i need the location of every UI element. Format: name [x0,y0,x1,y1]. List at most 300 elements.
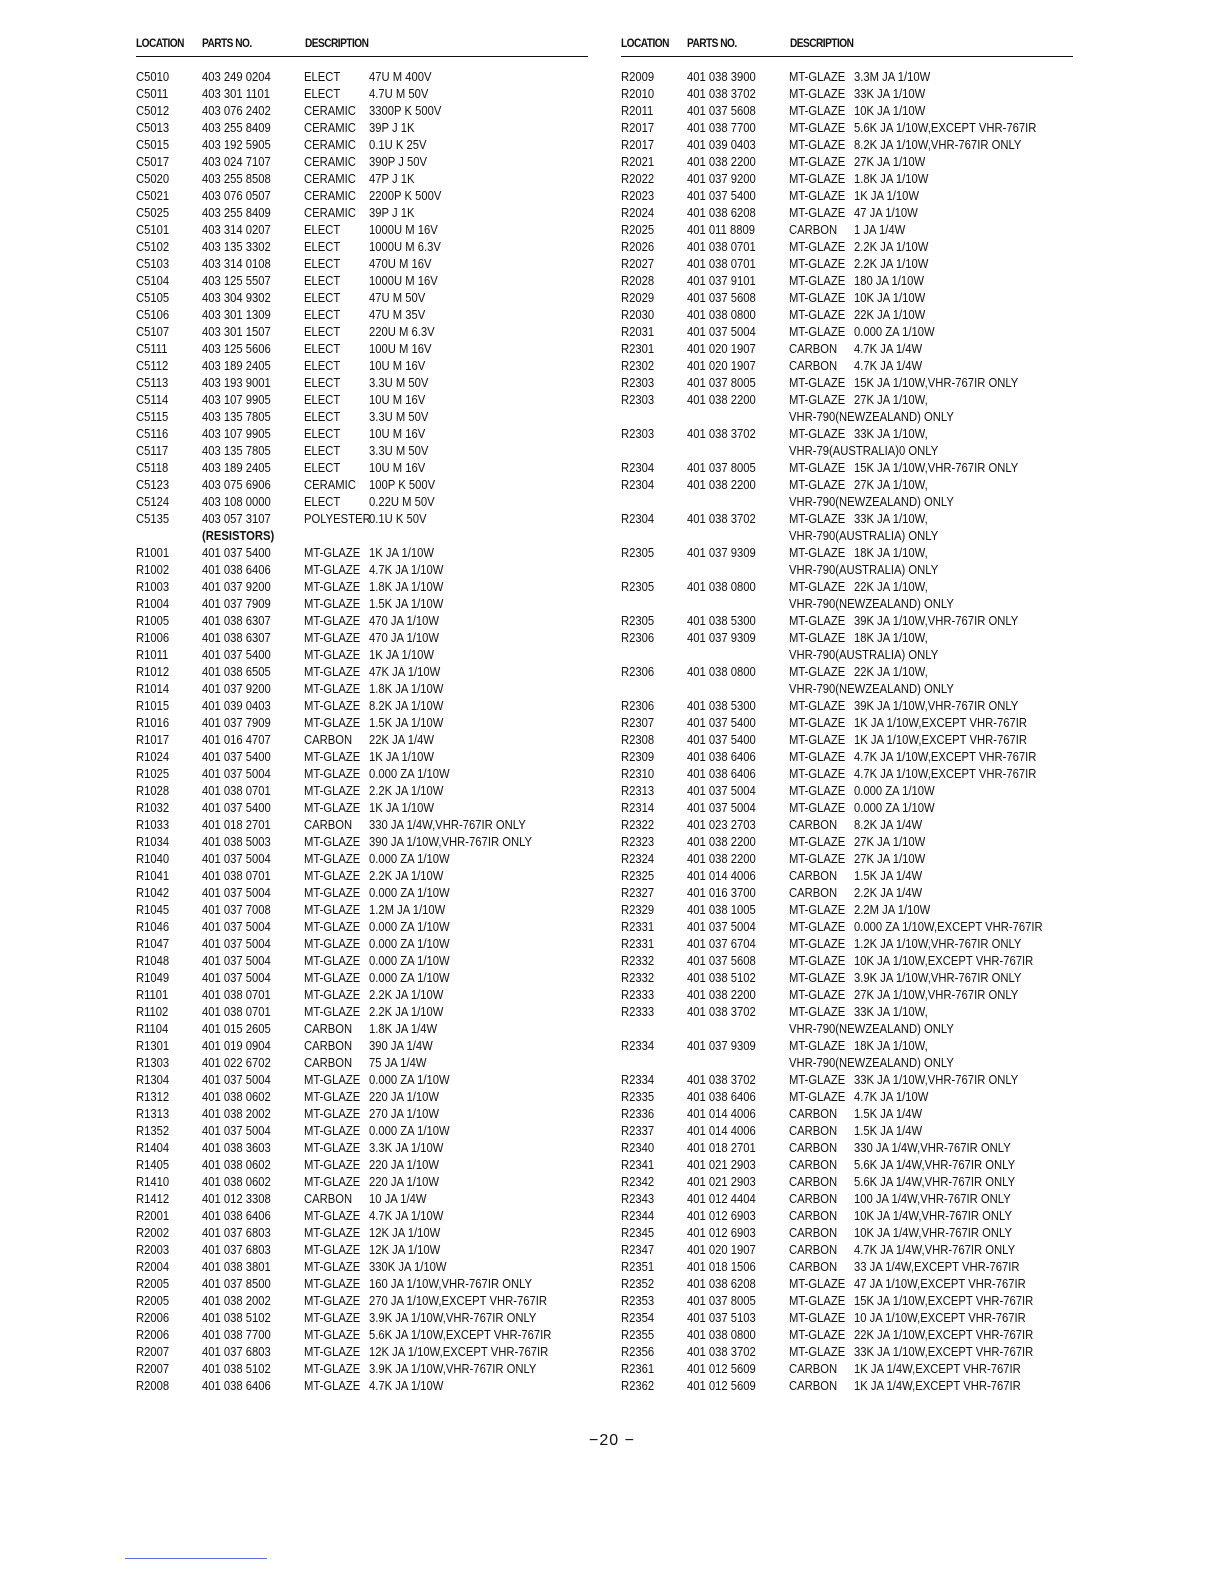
parts-no-cell: 401 021 2903 [687,1175,756,1189]
description-value-cell: 2.2K JA 1/10W [854,240,929,254]
parts-no-cell: 403 075 6906 [202,478,271,492]
table-row [136,613,588,630]
description-type-cell: MT-GLAZE [304,767,361,781]
parts-no-cell: 401 038 0701 [202,988,271,1002]
location-cell: C5111 [136,342,168,356]
location-cell: C5020 [136,172,170,186]
parts-no-cell: 401 037 7909 [202,597,271,611]
location-cell: R2031 [621,325,655,339]
parts-no-cell: 401 037 5400 [687,189,756,203]
location-cell: C5115 [136,410,169,424]
description-value-cell: 5.6K JA 1/4W,VHR-767IR ONLY [854,1175,1016,1189]
parts-no-cell: 401 038 0800 [687,308,756,322]
location-cell: R2306 [621,665,655,679]
location-cell: C5102 [136,240,170,254]
parts-no-cell: 403 057 3107 [202,512,271,526]
table-row [136,1361,588,1378]
description-type-cell: CARBON [789,1379,838,1393]
description-type-cell: MT-GLAZE [789,478,846,492]
parts-no-cell: 403 255 8409 [202,206,271,220]
description-type-cell: MT-GLAZE [304,614,361,628]
description-type-cell: MT-GLAZE [789,614,846,628]
continuation-row [621,596,1073,613]
description-value-cell: 4.7K JA 1/4W [854,359,923,373]
location-cell: R1001 [136,546,170,560]
description-type-cell: MT-GLAZE [789,274,846,288]
description-type-cell: MT-GLAZE [789,155,846,169]
parts-no-cell: 401 038 3702 [687,87,756,101]
location-cell: R2010 [621,87,655,101]
description-type-cell: ELECT [304,410,341,424]
description-type-cell: CARBON [789,342,838,356]
location-cell: R1046 [136,920,170,934]
description-value-cell: 27K JA 1/10W, [854,393,928,407]
description-type-cell: MT-GLAZE [304,784,361,798]
description-value-cell: 470 JA 1/10W [369,614,440,628]
table-row [621,919,1073,936]
table-row [136,324,588,341]
description-type-cell: MT-GLAZE [304,1158,361,1172]
description-type-cell: MT-GLAZE [304,971,361,985]
description-type-cell: MT-GLAZE [789,461,846,475]
parts-no-cell: 401 038 7700 [687,121,756,135]
description-type-cell: MT-GLAZE [304,886,361,900]
table-row [621,766,1073,783]
description-type-cell: MT-GLAZE [304,1090,361,1104]
description-type-cell: MT-GLAZE [789,699,846,713]
parts-no-cell: 401 038 6406 [687,767,756,781]
table-row [621,885,1073,902]
parts-no-cell: 401 020 1907 [687,359,756,373]
parts-no-cell: 401 038 2002 [202,1107,271,1121]
location-cell: R2304 [621,461,655,475]
description-type-cell: MT-GLAZE [789,580,846,594]
parts-no-cell: 401 038 2200 [687,155,756,169]
table-row [621,460,1073,477]
parts-no-cell: 401 038 0602 [202,1158,271,1172]
description-value-cell: 10U M 16V [369,427,426,441]
location-cell: R1412 [136,1192,170,1206]
parts-no-cell: 401 023 2703 [687,818,756,832]
parts-no-cell: 401 018 2701 [687,1141,756,1155]
table-row [621,953,1073,970]
description-value-cell: 470 JA 1/10W [369,631,440,645]
parts-no-cell: 401 038 3603 [202,1141,271,1155]
description-value-cell: 39K JA 1/10W,VHR-767IR ONLY [854,699,1019,713]
location-cell: C5113 [136,376,169,390]
description-value-cell: 390P J 50V [369,155,427,169]
parts-no-cell: 401 037 9309 [687,546,756,560]
description-type-cell: MT-GLAZE [789,852,846,866]
parts-no-cell: 401 037 5004 [202,1124,271,1138]
location-cell: R1101 [136,988,169,1002]
description-type-cell: CARBON [789,886,838,900]
table-row [621,154,1073,171]
description-type-cell: MT-GLAZE [304,1141,361,1155]
location-cell: R2353 [621,1294,655,1308]
table-row [621,1378,1073,1395]
parts-no-cell: 401 038 0602 [202,1090,271,1104]
description-type-cell: CARBON [789,869,838,883]
continuation-row [621,647,1073,664]
description-type-cell: MT-GLAZE [789,257,846,271]
description-type-cell: MT-GLAZE [789,172,846,186]
location-cell: R1003 [136,580,170,594]
description-value-cell: 1.5K JA 1/4W [854,1124,923,1138]
description-value-cell: 3.3M JA 1/10W [854,70,931,84]
parts-no-cell: 401 037 7008 [202,903,271,917]
table-row [136,1327,588,1344]
location-cell: R2323 [621,835,655,849]
description-value-cell: 1K JA 1/4W,EXCEPT VHR-767IR [854,1379,1021,1393]
description-value-cell: 0.000 ZA 1/10W [854,325,935,339]
parts-no-cell: 401 012 5609 [687,1362,756,1376]
location-cell: C5116 [136,427,169,441]
description-value-cell: 27K JA 1/10W [854,852,926,866]
description-type-cell: ELECT [304,427,341,441]
description-value-cell: 3.9K JA 1/10W,VHR-767IR ONLY [854,971,1022,985]
table-row [621,69,1073,86]
description-type-cell: MT-GLAZE [304,1277,361,1291]
location-cell: R2343 [621,1192,655,1206]
table-row [136,69,588,86]
description-value-cell: 0.000 ZA 1/10W [854,801,935,815]
description-value-cell: 47P J 1K [369,172,415,186]
location-cell: R2329 [621,903,655,917]
description-value-cell: 1000U M 6.3V [369,240,441,254]
description-type-cell: MT-GLAZE [304,563,361,577]
description-type-cell: MT-GLAZE [789,104,846,118]
description-type-cell: MT-GLAZE [304,648,361,662]
table-row [136,273,588,290]
parts-no-cell: 401 037 5004 [202,886,271,900]
location-cell: R2347 [621,1243,655,1257]
description-type-cell: ELECT [304,223,341,237]
location-cell: R2334 [621,1039,655,1053]
table-row [621,1072,1073,1089]
description-value-cell: 1K JA 1/4W,EXCEPT VHR-767IR [854,1362,1021,1376]
parts-no-cell: 401 038 6505 [202,665,271,679]
location-cell: R2306 [621,699,655,713]
table-row [621,341,1073,358]
location-cell: R2005 [136,1294,170,1308]
description-type-cell: CARBON [789,1260,838,1274]
description-value-cell: 4.7K JA 1/10W,EXCEPT VHR-767IR [854,750,1037,764]
description-type-cell: MT-GLAZE [304,1073,361,1087]
table-row [136,545,588,562]
table-row [621,426,1073,443]
table-row [136,477,588,494]
parts-no-cell: 403 135 7805 [202,444,271,458]
description-type-cell: MT-GLAZE [789,87,846,101]
location-cell: R2024 [621,206,655,220]
location-cell: R1104 [136,1022,169,1036]
description-type-cell: MT-GLAZE [304,580,361,594]
description-type-cell: MT-GLAZE [304,801,361,815]
description-value-cell: 0.000 ZA 1/10W [369,767,450,781]
table-row [136,256,588,273]
parts-no-cell: 401 037 5004 [202,920,271,934]
location-cell: R2310 [621,767,655,781]
table-row [136,137,588,154]
table-row [621,732,1073,749]
location-cell: R2008 [136,1379,170,1393]
description-type-cell: MT-GLAZE [789,1294,846,1308]
location-cell: C5106 [136,308,170,322]
description-type-cell: CERAMIC [304,206,356,220]
table-row [136,222,588,239]
description-type-cell: MT-GLAZE [304,920,361,934]
location-cell: R1303 [136,1056,170,1070]
location-cell: R2301 [621,342,655,356]
location-cell: C5107 [136,325,170,339]
table-row [621,800,1073,817]
description-type-cell: MT-GLAZE [789,512,846,526]
description-value-cell: 10K JA 1/4W,VHR-767IR ONLY [854,1226,1012,1240]
location-cell: R2002 [136,1226,170,1240]
table-row [136,290,588,307]
location-cell: R1312 [136,1090,170,1104]
description-value-cell: 33K JA 1/10W, [854,1005,928,1019]
header-description: DESCRIPTION [790,38,854,50]
description-value-cell: 22K JA 1/10W, [854,665,928,679]
location-cell: C5012 [136,104,170,118]
parts-no-cell: 403 076 0507 [202,189,271,203]
description-value-cell: 1.2K JA 1/10W,VHR-767IR ONLY [854,937,1022,951]
parts-no-cell: 401 016 3700 [687,886,756,900]
parts-rows-right [621,69,1073,1395]
table-row [621,715,1073,732]
location-cell: R2332 [621,954,655,968]
location-cell: C5124 [136,495,170,509]
location-cell: R2006 [136,1328,170,1342]
description-value-cell: 2.2K JA 1/10W [369,988,444,1002]
location-cell: R2342 [621,1175,655,1189]
parts-no-cell: 401 037 9309 [687,1039,756,1053]
location-cell: R1404 [136,1141,170,1155]
table-row [136,749,588,766]
description-continuation: VHR-790(NEWZEALAND) ONLY [789,1056,954,1070]
description-type-cell: POLYESTER [304,512,371,526]
description-type-cell: MT-GLAZE [304,1226,361,1240]
table-row [621,664,1073,681]
description-type-cell: ELECT [304,70,341,84]
location-cell: R1352 [136,1124,170,1138]
table-row [621,256,1073,273]
description-value-cell: 2.2K JA 1/4W [854,886,923,900]
table-row [136,1055,588,1072]
description-value-cell: 330 JA 1/4W,VHR-767IR ONLY [854,1141,1011,1155]
location-cell: R2351 [621,1260,655,1274]
column-header-left [136,36,588,57]
header-location: LOCATION [136,38,184,50]
parts-no-cell: 401 037 9101 [687,274,756,288]
table-row [136,1259,588,1276]
location-cell: R2025 [621,223,655,237]
parts-no-cell: 401 011 8809 [687,223,755,237]
description-type-cell: MT-GLAZE [304,835,361,849]
table-row [136,1225,588,1242]
description-value-cell: 220 JA 1/10W [369,1175,440,1189]
description-type-cell: CARBON [304,1192,353,1206]
description-type-cell: MT-GLAZE [789,767,846,781]
table-row [136,783,588,800]
table-row [136,885,588,902]
location-cell: R2322 [621,818,655,832]
description-type-cell: ELECT [304,240,341,254]
description-type-cell: CARBON [304,1056,353,1070]
location-cell: R2340 [621,1141,655,1155]
description-value-cell: 12K JA 1/10W [369,1226,441,1240]
table-row [621,749,1073,766]
parts-no-cell: 401 037 6803 [202,1226,271,1240]
parts-no-cell: 401 038 5102 [687,971,756,985]
location-cell: R2028 [621,274,655,288]
location-cell: R1004 [136,597,170,611]
description-type-cell: CARBON [789,1362,838,1376]
parts-no-cell: 403 255 8409 [202,121,271,135]
location-cell: C5123 [136,478,170,492]
description-value-cell: 10K JA 1/10W,EXCEPT VHR-767IR [854,954,1034,968]
location-cell: R2307 [621,716,655,730]
parts-no-cell: 403 125 5606 [202,342,271,356]
header-parts-no: PARTS NO. [687,38,737,50]
section-label: (RESISTORS) [202,529,275,543]
parts-no-cell: 401 037 5004 [687,920,756,934]
description-value-cell: 1.2M JA 1/10W [369,903,446,917]
parts-no-cell: 401 019 0904 [202,1039,271,1053]
description-type-cell: CERAMIC [304,138,356,152]
section-heading [136,528,588,545]
location-cell: R2331 [621,920,655,934]
parts-no-cell: 401 038 7700 [202,1328,271,1342]
table-row [621,171,1073,188]
location-cell: R2327 [621,886,655,900]
parts-no-cell: 401 015 2605 [202,1022,271,1036]
parts-no-cell: 401 012 6903 [687,1226,756,1240]
table-row [621,1259,1073,1276]
description-type-cell: MT-GLAZE [304,852,361,866]
table-row [621,324,1073,341]
table-row [621,902,1073,919]
parts-no-cell: 403 249 0204 [202,70,271,84]
description-type-cell: CERAMIC [304,189,356,203]
description-type-cell: MT-GLAZE [304,1311,361,1325]
table-row [136,681,588,698]
location-cell: R2333 [621,1005,655,1019]
description-value-cell: 1K JA 1/10W [369,801,435,815]
location-cell: C5021 [136,189,170,203]
parts-no-cell: 401 037 8005 [687,461,756,475]
description-type-cell: MT-GLAZE [789,784,846,798]
description-type-cell: CARBON [304,818,353,832]
continuation-row [621,494,1073,511]
description-type-cell: MT-GLAZE [789,189,846,203]
table-row [136,919,588,936]
description-type-cell: ELECT [304,87,341,101]
description-value-cell: 10K JA 1/10W [854,104,926,118]
description-type-cell: MT-GLAZE [304,631,361,645]
table-row [621,1276,1073,1293]
description-value-cell: 8.2K JA 1/4W [854,818,923,832]
description-value-cell: 12K JA 1/10W,EXCEPT VHR-767IR [369,1345,549,1359]
parts-no-cell: 401 014 4006 [687,869,756,883]
parts-no-cell: 401 038 3702 [687,1345,756,1359]
description-type-cell: MT-GLAZE [304,1328,361,1342]
location-cell: R2304 [621,512,655,526]
location-cell: R2004 [136,1260,170,1274]
description-value-cell: 470U M 16V [369,257,432,271]
description-value-cell: 4.7K JA 1/4W [854,342,923,356]
description-value-cell: 220 JA 1/10W [369,1158,440,1172]
location-cell: C5114 [136,393,169,407]
table-row [136,936,588,953]
description-type-cell: MT-GLAZE [304,1005,361,1019]
parts-no-cell: 403 024 7107 [202,155,271,169]
table-row [136,800,588,817]
description-value-cell: 8.2K JA 1/10W [369,699,444,713]
description-type-cell: CARBON [789,359,838,373]
parts-no-cell: 401 037 9200 [202,580,271,594]
description-value-cell: 47 JA 1/10W,EXCEPT VHR-767IR [854,1277,1026,1291]
location-cell: R1006 [136,631,170,645]
description-value-cell: 4.7K JA 1/4W,VHR-767IR ONLY [854,1243,1016,1257]
description-type-cell: ELECT [304,257,341,271]
description-value-cell: 47 JA 1/10W [854,206,918,220]
description-value-cell: 33 JA 1/4W,EXCEPT VHR-767IR [854,1260,1020,1274]
description-value-cell: 15K JA 1/10W,EXCEPT VHR-767IR [854,1294,1034,1308]
location-cell: C5101 [136,223,170,237]
description-value-cell: 3.9K JA 1/10W,VHR-767IR ONLY [369,1362,537,1376]
table-row [621,511,1073,528]
description-value-cell: 180 JA 1/10W [854,274,925,288]
description-value-cell: 220U M 6.3V [369,325,435,339]
description-type-cell: MT-GLAZE [304,1260,361,1274]
table-row [621,1106,1073,1123]
location-cell: R1015 [136,699,170,713]
description-type-cell: ELECT [304,376,341,390]
parts-no-cell: 401 038 6208 [687,206,756,220]
parts-no-cell: 401 038 0701 [687,240,756,254]
description-type-cell: MT-GLAZE [789,240,846,254]
table-row [621,1004,1073,1021]
parts-no-cell: 401 038 6208 [687,1277,756,1291]
description-value-cell: 1K JA 1/10W [854,189,920,203]
description-type-cell: CARBON [789,1107,838,1121]
parts-no-cell: 401 037 5400 [202,801,271,815]
description-value-cell: 3300P K 500V [369,104,442,118]
table-row [621,86,1073,103]
description-type-cell: MT-GLAZE [304,665,361,679]
description-type-cell: MT-GLAZE [304,546,361,560]
description-value-cell: 27K JA 1/10W [854,155,926,169]
description-type-cell: MT-GLAZE [789,1328,846,1342]
parts-no-cell: 401 038 2200 [687,988,756,1002]
location-cell: R2337 [621,1124,655,1138]
location-cell: R2361 [621,1362,655,1376]
description-value-cell: 1 JA 1/4W [854,223,906,237]
table-row [136,409,588,426]
description-value-cell: 47U M 400V [369,70,432,84]
table-row [136,120,588,137]
table-row [136,188,588,205]
parts-no-cell: 401 012 4404 [687,1192,756,1206]
parts-no-cell: 401 038 5003 [202,835,271,849]
location-cell: R1047 [136,937,170,951]
location-cell: C5112 [136,359,169,373]
header-parts-no: PARTS NO. [202,38,252,50]
table-row [136,1174,588,1191]
